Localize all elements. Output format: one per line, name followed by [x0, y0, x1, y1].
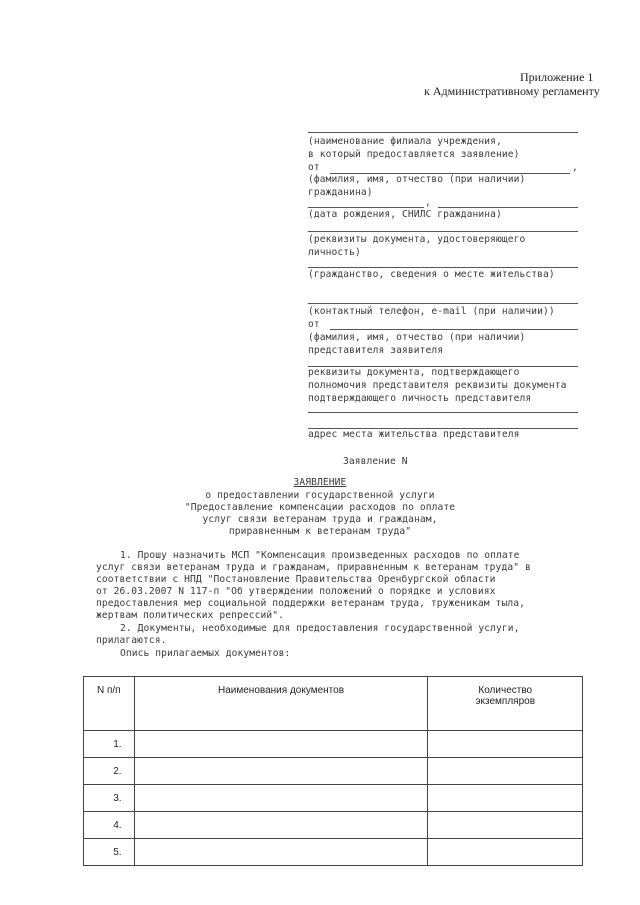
- table-header-row: [84, 677, 583, 731]
- statement-subtitle-1: о предоставлении государственной услуги: [205, 490, 435, 501]
- statement-title: [120, 477, 520, 488]
- name-label-2: гражданина): [308, 187, 373, 198]
- birth-label: (дата рождения, СНИЛС гражданина): [308, 209, 502, 220]
- row-number: 1.: [84, 731, 135, 758]
- citizenship-label: (гражданство, сведения о месте жительства): [308, 269, 555, 280]
- table-row: [84, 812, 583, 839]
- p2-line-1: 2. Документы, необходимые для предоставления государственной услуги,: [120, 623, 520, 634]
- branch-label-1: (наименование филиала учреждения,: [308, 136, 502, 147]
- table-row: [84, 839, 583, 866]
- row-number: 4.: [84, 812, 135, 839]
- branch-line[interactable]: [308, 132, 578, 133]
- id-line[interactable]: [308, 231, 578, 232]
- appendix-line-1: Приложение 1: [520, 70, 594, 84]
- documents-table: [83, 676, 583, 866]
- statement-subtitle-2: "Предоставление компенсации расходов по оплате: [184, 502, 456, 513]
- id-label-2: личность): [308, 247, 361, 258]
- contact-line[interactable]: [308, 303, 578, 304]
- p1-line-6: жертвам политических репрессий".: [96, 610, 285, 621]
- table-row: [84, 785, 583, 812]
- from-label: от: [308, 162, 320, 173]
- quantity-cell[interactable]: [428, 758, 583, 785]
- birth-line-b[interactable]: [438, 207, 578, 208]
- birth-comma: ,: [425, 197, 431, 208]
- rep-address-label: адрес места жительства представителя: [308, 429, 520, 440]
- row-number: 3.: [84, 785, 135, 812]
- branch-label-2: в который предоставляется заявление): [308, 149, 520, 160]
- quantity-cell[interactable]: [428, 812, 583, 839]
- table-row: [84, 758, 583, 785]
- p1-line-3: соответствии с НПД "Постановление Правительства Оренбургской области: [96, 574, 496, 585]
- statement-subtitle-3: услуг связи ветеранам труда и гражданам,: [202, 514, 438, 525]
- contact-label: (контактный телефон, e-mail (при наличии)): [308, 306, 555, 317]
- quantity-cell[interactable]: [428, 839, 583, 866]
- name-label-1: (фамилия, имя, отчество (при наличии): [308, 174, 526, 185]
- rep-name-label-1: (фамилия, имя, отчество (при наличии): [308, 332, 526, 343]
- row-number: 2.: [84, 758, 135, 785]
- statement-title-text: ЗАЯВЛЕНИЕ: [293, 477, 347, 488]
- p1-line-4: от 26.03.2007 N 117-п "Об утверждении положений о порядке и условиях: [96, 586, 496, 597]
- appendix-line-2: к Административному регламенту: [424, 84, 600, 98]
- p1-line-5: предоставления мер социальной поддержки ветеранам труда, труженикам тыла,: [96, 598, 525, 609]
- rep-extra-line-1[interactable]: [308, 412, 578, 413]
- doc-name-cell[interactable]: [134, 785, 428, 812]
- p1-line-2: услуг связи ветеранам труда и гражданам, приравненным к ветеранам труда" в: [96, 562, 531, 573]
- p1-line-1: 1. Прошу назначить МСП "Компенсация произведенных расходов по оплате: [120, 550, 520, 561]
- from-comma: ,: [572, 162, 578, 173]
- statement-subtitle-4: приравненным к ветеранам труда": [228, 526, 412, 537]
- from2-label: от: [308, 319, 320, 330]
- doc-name-cell[interactable]: [134, 839, 428, 866]
- header-number: N п/п: [84, 677, 135, 731]
- citizenship-line[interactable]: [308, 267, 578, 268]
- rep-docs-1: реквизиты документа, подтверждающего: [308, 367, 520, 378]
- row-number: 5.: [84, 839, 135, 866]
- rep-name-label-2: представителя заявителя: [308, 345, 444, 356]
- rep-docs-2: полномочия представителя реквизиты документа: [308, 380, 567, 391]
- doc-name-cell[interactable]: [134, 758, 428, 785]
- quantity-cell[interactable]: [428, 785, 583, 812]
- table-row: [84, 731, 583, 758]
- doc-name-cell[interactable]: [134, 731, 428, 758]
- statement-number: Заявление N: [343, 456, 408, 467]
- header-doc-name: Наименования документов: [134, 677, 428, 731]
- p2-line-2: прилагаются.: [96, 635, 167, 646]
- inventory-label: Опись прилагаемых документов:: [120, 648, 291, 659]
- header-quantity: Количество экземпляров: [428, 677, 583, 731]
- rep-docs-3: подтверждающего личность представителя: [308, 393, 532, 404]
- doc-name-cell[interactable]: [134, 812, 428, 839]
- quantity-cell[interactable]: [428, 731, 583, 758]
- rep-name-line[interactable]: [330, 329, 578, 330]
- id-label-1: (реквизиты документа, удостоверяющего: [308, 234, 526, 245]
- birth-line-a[interactable]: [308, 207, 424, 208]
